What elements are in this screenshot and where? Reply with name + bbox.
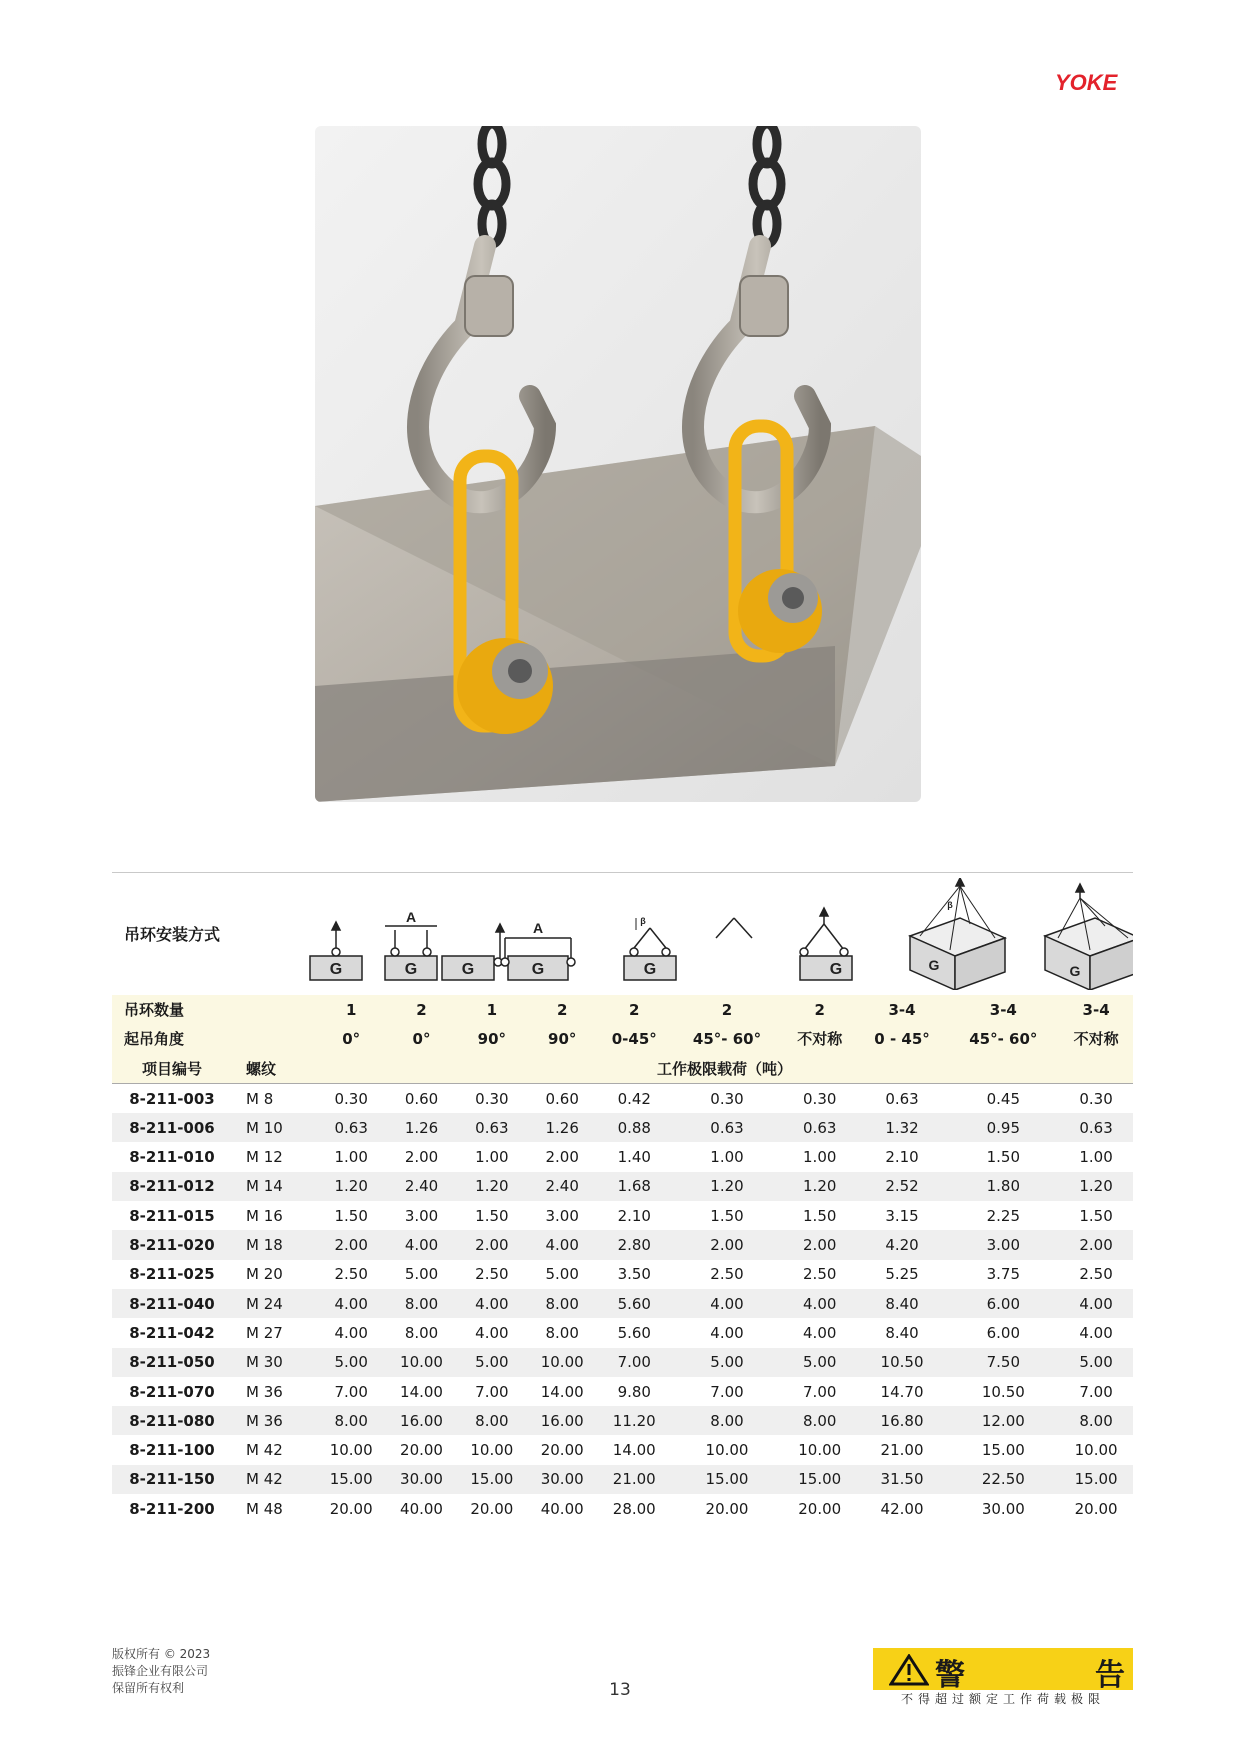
angle-row: 起吊角度 0° 0° 90° 90° 0-45° 45°- 60° 不对称 0 - 45° 45°- 60° 不对称: [112, 1024, 1133, 1053]
diagram-single-side: [442, 924, 504, 980]
load-value: 0.30: [1079, 1089, 1113, 1108]
load-value: 2.00: [671, 1230, 783, 1259]
thread-size: M 10: [232, 1113, 316, 1142]
load-value: 21.00: [880, 1441, 924, 1460]
load-value: 7.00: [597, 1348, 671, 1377]
load-value: 5.60: [597, 1289, 671, 1318]
warning-word-2: 告: [1095, 1658, 1125, 1693]
section-divider: [112, 872, 1133, 873]
svg-text:β: β: [947, 900, 953, 910]
load-value: 15.00: [783, 1465, 857, 1494]
load-value: 31.50: [857, 1465, 948, 1494]
load-value: 10.50: [981, 1382, 1025, 1401]
load-value: 0.30: [803, 1089, 837, 1108]
load-value: 3.00: [947, 1230, 1059, 1259]
svg-text:G: G: [461, 961, 475, 978]
load-value: 11.20: [597, 1406, 671, 1435]
load-value: 5.60: [617, 1323, 651, 1342]
svg-text:A: A: [405, 909, 417, 925]
diagram-multi-leg-box: [910, 878, 1005, 990]
item-code: 8-211-012: [112, 1172, 232, 1201]
load-value: 4.00: [783, 1289, 857, 1318]
load-value: 3.00: [404, 1206, 439, 1225]
load-value: 5.25: [885, 1265, 919, 1284]
load-value: 1.40: [617, 1148, 651, 1167]
item-code: 8-211-042: [129, 1323, 215, 1342]
diagram-single-vertical: [310, 922, 362, 980]
load-value: 2.00: [1059, 1230, 1133, 1259]
quantity-row: 吊环数量 1 2 1 2 2 2 2 3-4 3-4 3-4: [112, 995, 1133, 1024]
load-value: 4.00: [457, 1289, 527, 1318]
load-value: 4.00: [527, 1230, 597, 1259]
load-value: 15.00: [671, 1465, 783, 1494]
thread-size: M 42: [246, 1441, 283, 1460]
svg-text:G: G: [928, 957, 940, 973]
load-value: 0.30: [475, 1089, 509, 1108]
load-value: 40.00: [400, 1499, 443, 1518]
svg-text:G: G: [829, 961, 843, 978]
load-value: 0.63: [671, 1113, 783, 1142]
load-value: 20.00: [540, 1441, 584, 1460]
load-value: 12.00: [947, 1406, 1059, 1435]
svg-text:G: G: [329, 961, 343, 978]
item-code: 8-211-020: [112, 1230, 232, 1259]
load-value: 1.00: [1079, 1148, 1113, 1167]
load-value: 8.00: [783, 1406, 857, 1435]
table-row: [112, 1318, 1133, 1347]
load-value: 0.42: [617, 1089, 651, 1108]
load-value: 30.00: [386, 1465, 456, 1494]
load-value: 4.20: [857, 1230, 948, 1259]
load-value: 1.50: [1079, 1206, 1113, 1225]
table-row: [112, 1406, 1133, 1435]
load-value: 1.20: [671, 1172, 783, 1201]
svg-text:β: β: [640, 916, 646, 926]
load-value: 8.00: [545, 1323, 579, 1342]
item-code: 8-211-006: [112, 1113, 232, 1142]
table-row: [112, 1435, 1133, 1464]
load-value: 1.00: [475, 1148, 509, 1167]
load-value: 7.00: [710, 1382, 744, 1401]
load-value: 1.50: [986, 1148, 1021, 1167]
load-value: 0.63: [316, 1113, 386, 1142]
load-value: 2.40: [386, 1172, 456, 1201]
table-row: [112, 1289, 1133, 1318]
load-value: 5.00: [783, 1348, 857, 1377]
load-value: 1.68: [597, 1172, 671, 1201]
diagram-multi-leg-asymmetric: [1045, 884, 1133, 990]
load-value: 8.00: [316, 1406, 386, 1435]
load-value: 4.00: [1079, 1323, 1113, 1342]
table-row: [112, 1260, 1133, 1289]
load-value: 7.00: [475, 1382, 509, 1401]
item-code: 8-211-070: [129, 1382, 215, 1401]
load-value: 10.00: [386, 1348, 456, 1377]
load-value: 2.40: [527, 1172, 597, 1201]
thread-header: 螺纹: [232, 1054, 316, 1084]
load-value: 30.00: [981, 1499, 1025, 1518]
load-value: 1.00: [334, 1148, 368, 1167]
item-code: 8-211-100: [129, 1441, 215, 1460]
load-value: 1.20: [783, 1172, 857, 1201]
load-value: 16.00: [386, 1406, 456, 1435]
load-value: 2.50: [710, 1265, 744, 1284]
table-row: [112, 1113, 1133, 1142]
mounting-method-label: 吊环安装方式: [124, 925, 221, 944]
warning-word-1: 警: [935, 1658, 965, 1693]
load-value: 0.63: [1059, 1113, 1133, 1142]
thread-size: M 30: [232, 1348, 316, 1377]
copyright-block: [112, 1646, 210, 1697]
diagram-two-leg-wide: [708, 878, 760, 990]
load-value: 1.50: [710, 1206, 744, 1225]
load-value: 1.20: [1059, 1172, 1133, 1201]
load-value: 2.52: [857, 1172, 948, 1201]
load-value: 4.00: [386, 1230, 456, 1259]
load-value: 10.00: [470, 1441, 514, 1460]
table-row: [112, 1465, 1133, 1494]
item-code: 8-211-200: [129, 1499, 215, 1518]
thread-size: M 18: [232, 1230, 316, 1259]
load-value: 0.95: [947, 1113, 1059, 1142]
load-value: 15.00: [316, 1465, 386, 1494]
load-value: 2.50: [334, 1265, 368, 1284]
load-value: 20.00: [329, 1499, 373, 1518]
load-value: 20.00: [470, 1499, 514, 1518]
load-value: 1.00: [710, 1148, 744, 1167]
load-value: 21.00: [597, 1465, 671, 1494]
load-value: 14.00: [612, 1441, 656, 1460]
load-value: 14.00: [540, 1382, 584, 1401]
load-value: 10.00: [705, 1441, 749, 1460]
load-value: 3.15: [885, 1206, 919, 1225]
load-value: 7.00: [1079, 1382, 1113, 1401]
load-value: 1.00: [803, 1148, 837, 1167]
load-table: [112, 995, 1133, 1523]
thread-size: M 42: [232, 1465, 316, 1494]
load-value: 10.00: [1074, 1441, 1118, 1460]
thread-size: M 36: [232, 1406, 316, 1435]
product-photo: [315, 126, 921, 802]
load-value: 20.00: [798, 1499, 842, 1518]
quantity-label: 吊环数量: [112, 995, 316, 1024]
load-value: 5.00: [457, 1348, 527, 1377]
load-value: 2.50: [803, 1265, 837, 1284]
load-value: 1.26: [386, 1113, 456, 1142]
item-code: 8-211-150: [112, 1465, 232, 1494]
load-value: 8.00: [1059, 1406, 1133, 1435]
load-value: 8.00: [457, 1406, 527, 1435]
thread-size: M 16: [246, 1206, 283, 1225]
load-value: 6.00: [947, 1289, 1059, 1318]
load-value: 4.00: [671, 1289, 783, 1318]
load-value: 1.50: [475, 1206, 509, 1225]
warning-subtitle: 不得超过额定工作荷载极限: [900, 1692, 1105, 1706]
load-value: 2.00: [404, 1148, 439, 1167]
rights-line: 保留所有权利: [112, 1681, 185, 1695]
load-value: 4.00: [1059, 1289, 1133, 1318]
load-value: 1.50: [803, 1206, 837, 1225]
load-value: 1.26: [527, 1113, 597, 1142]
table-row: [112, 1201, 1133, 1230]
load-value: 6.00: [986, 1323, 1021, 1342]
load-value: 10.00: [527, 1348, 597, 1377]
load-value: 5.00: [404, 1265, 439, 1284]
load-value: 0.63: [457, 1113, 527, 1142]
load-value: 4.00: [710, 1323, 744, 1342]
load-value: 8.00: [527, 1289, 597, 1318]
load-value: 9.80: [617, 1382, 651, 1401]
load-value: 2.00: [316, 1230, 386, 1259]
load-value: 0.45: [986, 1089, 1021, 1108]
load-value: 0.30: [334, 1089, 368, 1108]
thread-size: M 48: [246, 1499, 283, 1518]
item-code: 8-211-010: [129, 1148, 215, 1167]
load-value: 22.50: [947, 1465, 1059, 1494]
load-value: 0.63: [783, 1113, 857, 1142]
load-value: 0.88: [597, 1113, 671, 1142]
thread-size: M 12: [246, 1148, 283, 1167]
load-value: 0.60: [545, 1089, 579, 1108]
table-row: [112, 1377, 1133, 1406]
load-value: 1.32: [857, 1113, 948, 1142]
warning-label: [873, 1648, 1133, 1706]
load-value: 1.20: [316, 1172, 386, 1201]
svg-text:G: G: [643, 961, 657, 978]
load-value: 4.00: [803, 1323, 837, 1342]
load-value: 1.80: [947, 1172, 1059, 1201]
load-value: 16.80: [857, 1406, 948, 1435]
diagram-double-side: [501, 920, 575, 980]
load-value: 5.00: [316, 1348, 386, 1377]
load-value: 15.00: [457, 1465, 527, 1494]
load-value: 4.00: [316, 1289, 386, 1318]
diagram-two-leg-angle: [624, 916, 676, 980]
load-value: 4.00: [475, 1323, 509, 1342]
angle-label: 起吊角度: [112, 1024, 316, 1053]
load-value: 5.00: [545, 1265, 579, 1284]
load-value: 30.00: [527, 1465, 597, 1494]
load-value: 8.00: [386, 1289, 456, 1318]
svg-text:G: G: [404, 961, 418, 978]
thread-size: M 20: [246, 1265, 283, 1284]
warning-triangle-icon: [889, 1654, 929, 1686]
load-value: 2.00: [457, 1230, 527, 1259]
load-value: 40.00: [540, 1499, 584, 1518]
load-value: 2.25: [986, 1206, 1021, 1225]
copyright-line: 版权所有 © 2023: [112, 1647, 211, 1661]
svg-text:G: G: [531, 961, 545, 978]
load-value: 7.00: [334, 1382, 368, 1401]
item-code: 8-211-025: [129, 1265, 215, 1284]
load-value: 1.50: [334, 1206, 368, 1225]
item-code: 8-211-080: [112, 1406, 232, 1435]
thread-size: M 27: [246, 1323, 283, 1342]
table-row: [112, 1142, 1133, 1171]
load-value: 7.50: [947, 1348, 1059, 1377]
load-value: 3.75: [986, 1265, 1021, 1284]
load-value: 0.60: [404, 1089, 439, 1108]
item-code: 8-211-050: [112, 1348, 232, 1377]
thread-size: M 24: [232, 1289, 316, 1318]
brand-logo: [1055, 68, 1135, 96]
thread-size: M 8: [246, 1089, 274, 1108]
load-value: 20.00: [400, 1441, 443, 1460]
svg-text:A: A: [532, 920, 544, 936]
load-value: 3.00: [545, 1206, 579, 1225]
load-value: 5.00: [1059, 1348, 1133, 1377]
load-value: 20.00: [1074, 1499, 1118, 1518]
load-value: 2.00: [783, 1230, 857, 1259]
page-number: 13: [609, 1680, 631, 1700]
column-header-row: [112, 1054, 1133, 1084]
load-value: 2.50: [475, 1265, 509, 1284]
table-row: [112, 1348, 1133, 1377]
load-value: 0.30: [710, 1089, 744, 1108]
diagram-double-vertical: [385, 909, 437, 980]
load-value: 2.80: [597, 1230, 671, 1259]
load-value: 2.50: [1079, 1265, 1113, 1284]
load-value: 15.00: [1059, 1465, 1133, 1494]
table-row: [112, 1083, 1133, 1113]
thread-size: M 14: [232, 1172, 316, 1201]
load-value: 14.00: [400, 1382, 443, 1401]
load-value: 4.00: [334, 1323, 368, 1342]
brand-logo-text: YOKE: [1055, 70, 1118, 95]
load-value: 2.00: [545, 1148, 579, 1167]
load-value: 28.00: [612, 1499, 656, 1518]
load-value: 14.70: [880, 1382, 924, 1401]
code-header: 项目编号: [112, 1054, 232, 1084]
load-value: 42.00: [880, 1499, 924, 1518]
item-code: 8-211-015: [129, 1206, 215, 1225]
item-code: 8-211-003: [129, 1089, 215, 1108]
load-value: 8.40: [885, 1323, 919, 1342]
table-row: [112, 1494, 1133, 1523]
load-value: 2.10: [885, 1148, 919, 1167]
load-value: 10.50: [857, 1348, 948, 1377]
table-row: [112, 1172, 1133, 1201]
load-value: 8.40: [857, 1289, 948, 1318]
load-value: 8.00: [671, 1406, 783, 1435]
load-value: 0.63: [885, 1089, 919, 1108]
company-line: 振锋企业有限公司: [112, 1664, 209, 1678]
load-value: 8.00: [404, 1323, 439, 1342]
wll-header: 工作极限载荷（吨）: [316, 1054, 1133, 1084]
load-value: 1.20: [457, 1172, 527, 1201]
load-value: 2.10: [617, 1206, 651, 1225]
thread-size: M 36: [246, 1382, 283, 1401]
load-value: 7.00: [803, 1382, 837, 1401]
diagram-asymmetric: [800, 908, 852, 980]
load-value: 10.00: [329, 1441, 373, 1460]
svg-text:G: G: [1069, 963, 1081, 979]
load-value: 5.00: [671, 1348, 783, 1377]
load-value: 3.50: [617, 1265, 651, 1284]
load-value: 20.00: [705, 1499, 749, 1518]
load-value: 15.00: [981, 1441, 1025, 1460]
table-row: [112, 1230, 1133, 1259]
load-value: 10.00: [798, 1441, 842, 1460]
load-value: 16.00: [527, 1406, 597, 1435]
item-code: 8-211-040: [112, 1289, 232, 1318]
